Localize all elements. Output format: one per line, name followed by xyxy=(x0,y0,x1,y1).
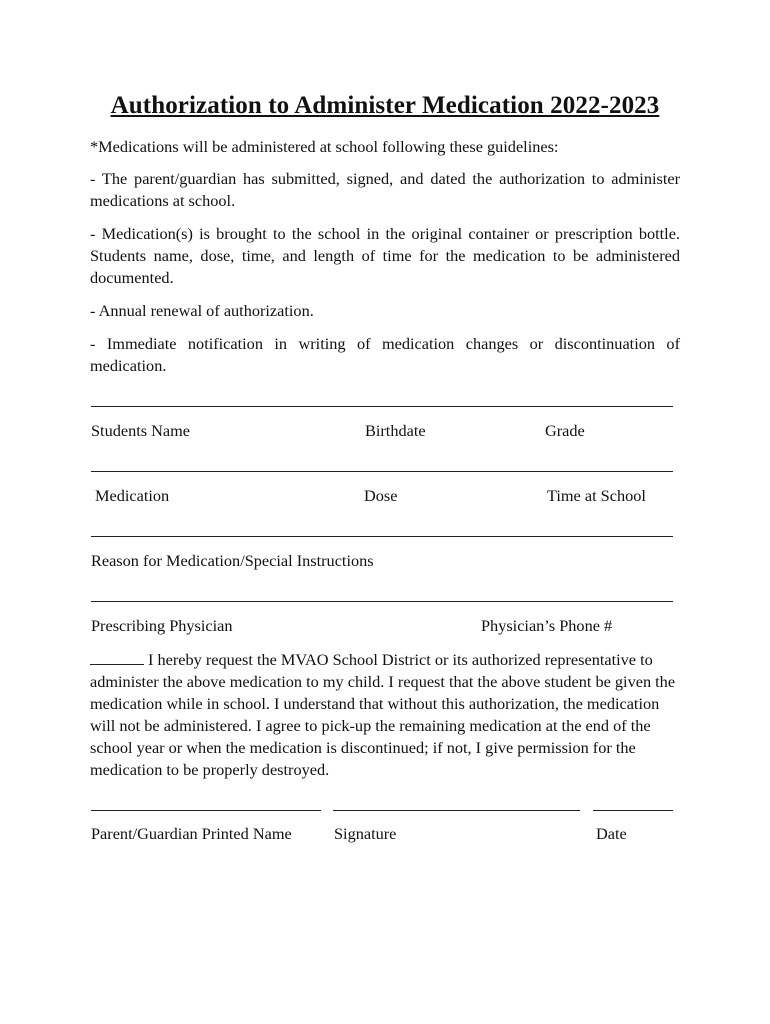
grade-label: Grade xyxy=(545,421,585,440)
reason-line[interactable] xyxy=(91,536,673,537)
guideline-1: - The parent/guardian has submitted, signed, and dated the authorization to administer medications at school. xyxy=(90,169,680,210)
date-label: Date xyxy=(596,824,627,843)
dose-label: Dose xyxy=(364,486,398,505)
students-name-label: Students Name xyxy=(91,421,191,440)
intro-text: *Medications will be administered at school following these guidelines: xyxy=(90,137,559,156)
students-info-line[interactable] xyxy=(91,406,673,407)
physician-phone-label: Physician’s Phone # xyxy=(481,616,613,635)
consent-paragraph xyxy=(90,649,682,781)
document-title: Authorization to Administer Medication 2022-2023 xyxy=(110,92,660,119)
signature-line[interactable] xyxy=(333,810,580,811)
printed-name-label: Parent/Guardian Printed Name xyxy=(91,824,292,843)
date-line[interactable] xyxy=(593,810,673,811)
consent-text: I hereby request the MVAO School District or its authorized representative to administer the above medication to my child. I request that the above student be given the medication while in school. I understand that without this authorization, the medication will not be administered. I agree to pick-up the remaining medication at the end of the school year or when the medication is discontinued; if not, I give permission for the medication to be properly destroyed. xyxy=(90,650,676,779)
consent-initials-blank[interactable] xyxy=(90,650,144,665)
guideline-3: - Annual renewal of authorization. xyxy=(90,301,314,320)
guideline-2: - Medication(s) is brought to the school in the original container or prescription bottle. Students name, dose, time, and length of time for the medication to be administered documented. xyxy=(90,224,680,287)
medication-info-line[interactable] xyxy=(91,471,673,472)
time-at-school-label: Time at School xyxy=(547,486,646,505)
prescribing-physician-label: Prescribing Physician xyxy=(91,616,233,635)
birthdate-label: Birthdate xyxy=(365,421,426,440)
signature-label: Signature xyxy=(334,824,397,843)
medication-label: Medication xyxy=(95,486,170,505)
reason-label: Reason for Medication/Special Instructions xyxy=(91,551,374,570)
guideline-4: - Immediate notification in writing of medication changes or discontinuation of medication. xyxy=(90,334,680,375)
physician-line[interactable] xyxy=(91,601,673,602)
printed-name-line[interactable] xyxy=(91,810,321,811)
